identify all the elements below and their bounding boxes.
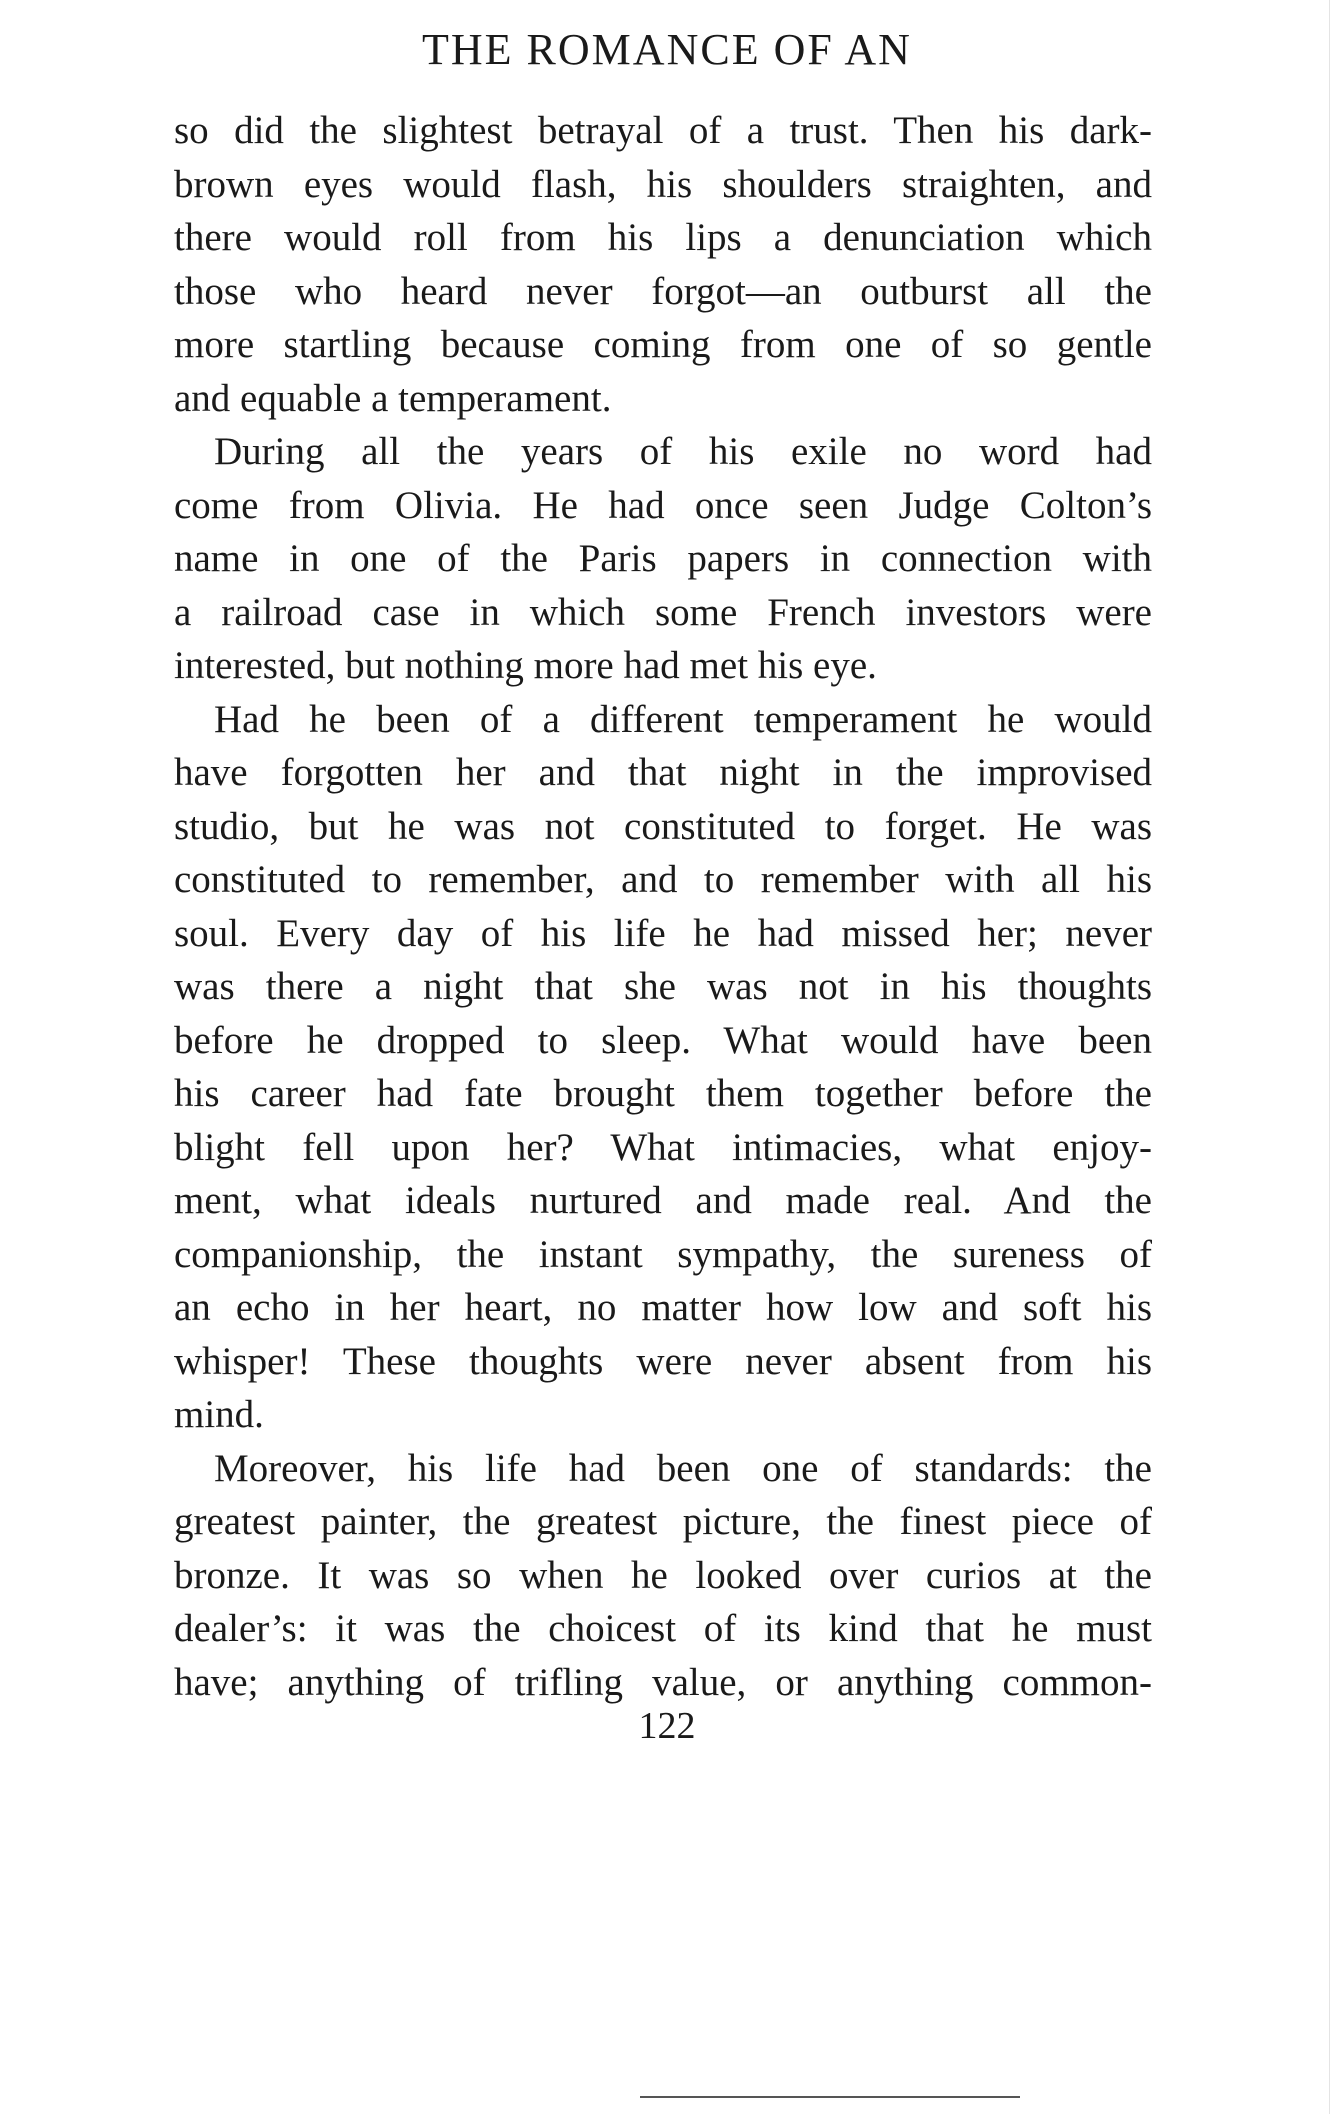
text-line: so did the slightest betrayal of a trust. Then his dark-	[174, 109, 1152, 152]
bottom-rule	[640, 2096, 1020, 2098]
text-line: before he dropped to sleep. What would have been	[174, 1018, 1152, 1062]
text-line: a railroad case in which some French investors were	[174, 590, 1152, 634]
text-line: brown eyes would flash, his shoulders straighten, and	[174, 162, 1152, 206]
text-line: his career had fate brought them together before the	[174, 1072, 1152, 1115]
text-line: bronze. It was so when he looked over curios at the	[174, 1553, 1152, 1597]
paragraph-3	[174, 693, 1152, 1442]
page-edge	[1329, 0, 1330, 2114]
text-line: mind.	[174, 1393, 264, 1436]
text-line: and equable a temperament.	[174, 376, 612, 420]
text-line: blight fell upon her? What intimacies, what enjoy-	[174, 1125, 1152, 1169]
text-line: Had he been of a different temperament he would	[214, 697, 1152, 741]
text-line: greatest painter, the greatest picture, the finest piece of	[174, 1500, 1152, 1543]
text-line: more startling because coming from one of so gentle	[174, 323, 1152, 366]
text-line: there would roll from his lips a denunciation which	[174, 216, 1152, 259]
text-line: studio, but he was not constituted to forget. He was	[174, 804, 1152, 848]
text-line: ment, what ideals nurtured and made real. And the	[174, 1179, 1152, 1222]
text-line: dealer’s: it was the choicest of its kind that he must	[174, 1607, 1152, 1650]
text-line: constituted to remember, and to remember with all his	[174, 858, 1152, 901]
text-line: name in one of the Paris papers in connection with	[174, 537, 1152, 580]
text-line: soul. Every day of his life he had missed her; never	[174, 911, 1152, 955]
text-line: During all the years of his exile no word had	[214, 430, 1152, 473]
running-head: THE ROMANCE OF AN	[422, 25, 912, 74]
text-line: those who heard never forgot—an outburst all the	[174, 269, 1152, 313]
paragraph-2	[174, 425, 1152, 693]
body-text	[174, 104, 1152, 1709]
paragraph-4	[174, 1442, 1152, 1710]
text-line: was there a night that she was not in his thoughts	[174, 965, 1152, 1008]
text-line: Moreover, his life had been one of standards: the	[214, 1446, 1152, 1490]
text-line: have forgotten her and that night in the improvised	[174, 751, 1152, 794]
text-line: come from Olivia. He had once seen Judge Colton’s	[174, 483, 1152, 527]
page-number: 122	[638, 1705, 696, 1747]
text-line: an echo in her heart, no matter how low and soft his	[174, 1286, 1152, 1329]
text-line: whisper! These thoughts were never absent from his	[174, 1339, 1152, 1383]
text-line: companionship, the instant sympathy, the sureness of	[174, 1232, 1152, 1276]
paragraph-1	[174, 104, 1152, 425]
text-line: have; anything of trifling value, or anything common-	[174, 1660, 1152, 1704]
text-line: interested, but nothing more had met his eye.	[174, 644, 877, 687]
